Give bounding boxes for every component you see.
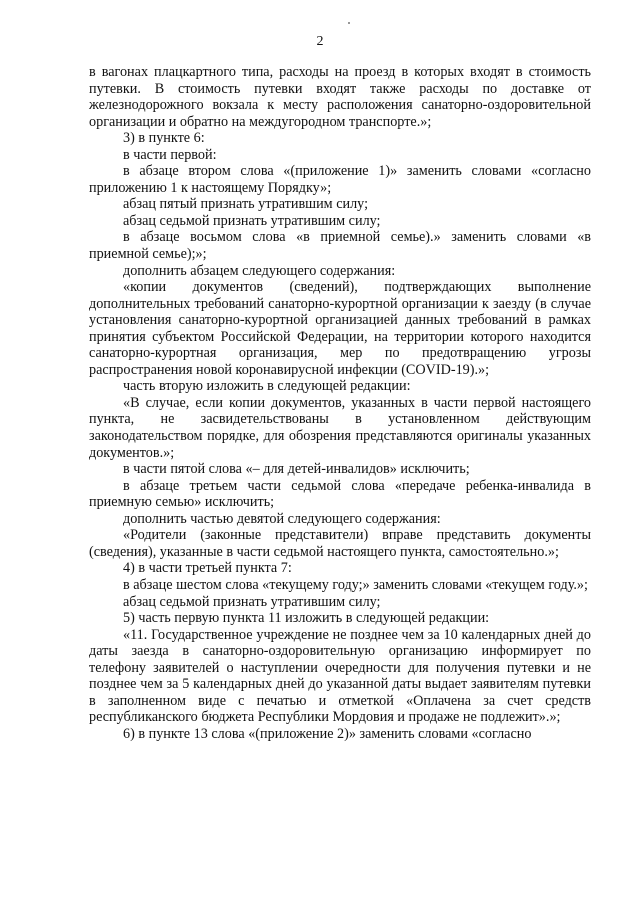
paragraph: абзац пятый признать утратившим силу; [123, 196, 369, 213]
paragraph: абзац седьмой признать утратившим силу; [123, 593, 381, 610]
paragraph: абзац седьмой признать утратившим силу; [123, 212, 381, 229]
paragraph-item-4: 4) в части третьей пункта 7: [123, 560, 292, 577]
paragraph: дополнить частью девятой следующего содержания: [123, 510, 441, 527]
paragraph-quote: «11. Государственное учреждение не позднее чем за 10 календарных дней до даты заезда в санаторно-оздоровительную организацию информирует по телефону заявителей о наступлении очередности для получения путевки и не позднее чем за 5 календарных дней до указанной даты выдает заявителям путевки в заполненном виде с печатью и отметкой «Оплачена за счет средств республиканского бюджета Республики Мордовия и продаже не подлежит».»; [89, 626, 591, 726]
paragraph: в абзаце восьмом слова «в приемной семье).» заменить словами «в приемной семье);»; [89, 229, 591, 263]
paragraph-quote: «копии документов (сведений), подтверждающих выполнение дополнительных требований санаторно-курортной организации к заезду (в случае установления санаторно-курортной организацией данных требований в рамках принятия субъектом Российской Федерации, на территории которого находится санаторно-курортная организация, мер по предотвращению угрозы распространения новой коронавирусной инфекции (COVID-19).»; [89, 279, 591, 378]
paragraph: в части первой: [123, 146, 217, 163]
document-body [89, 64, 591, 742]
paragraph-quote: «Родители (законные представители) вправе представить документы (сведения), указанные в части седьмой настоящего пункта, самостоятельно.»; [89, 527, 591, 560]
paragraph-continuation: в вагонах плацкартного типа, расходы на проезд в которых входят в стоимость путевки. В стоимость путевки входят также расходы по доставке от железнодорожного вокзала к месту расположения санаторно-оздоровительной организации и обратно на междугородном транспорте.»; [89, 64, 591, 130]
paragraph: в абзаце втором слова «(приложение 1)» заменить словами «согласно приложению 1 к настоящему Порядку»; [89, 163, 591, 196]
paragraph: в абзаце третьем части седьмой слова «передаче ребенка-инвалида в приемную семью» исключить; [89, 477, 591, 511]
paragraph-item-6: 6) в пункте 13 слова «(приложение 2)» заменить словами «согласно [123, 725, 532, 742]
scan-speck [348, 22, 350, 24]
paragraph: дополнить абзацем следующего содержания: [123, 262, 396, 279]
page-number: 2 [316, 34, 324, 49]
paragraph: в части пятой слова «– для детей-инвалидов» исключить; [123, 461, 470, 478]
paragraph-item-5: 5) часть первую пункта 11 изложить в следующей редакции: [123, 610, 490, 627]
paragraph: в абзаце шестом слова «текущему году;» заменить словами «текущем году.»; [123, 576, 588, 593]
paragraph-item-3: 3) в пункте 6: [123, 130, 205, 147]
paragraph: часть вторую изложить в следующей редакции: [123, 378, 411, 395]
paragraph-quote: «В случае, если копии документов, указанных в части первой настоящего пункта, не засвидетельствованы в установленном действующим законодательством порядке, для обозрения представляются оригиналы указанных документов.»; [89, 394, 591, 461]
